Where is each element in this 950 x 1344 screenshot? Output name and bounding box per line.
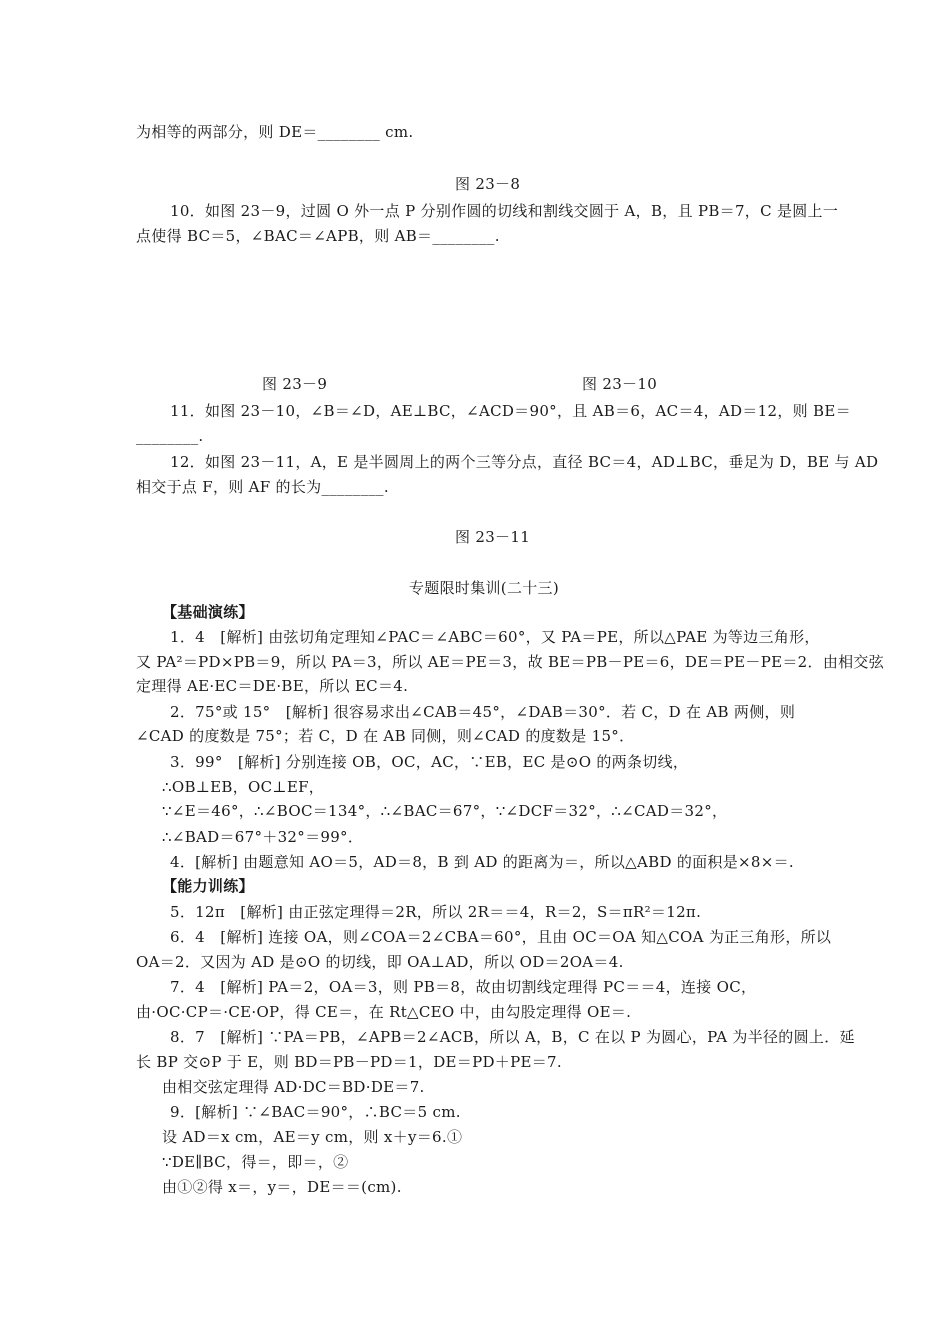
figure-caption-23-9: 图 23－9: [262, 375, 328, 393]
answer-9-line-1: 9．[解析] ∵∠BAC＝90°，∴BC＝5 cm.: [170, 1103, 461, 1121]
answer-6-line-1: 6．4 [解析] 连接 OA，则∠COA＝2∠CBA＝60°，且由 OC＝OA 知△COA 为正三角形，所以: [170, 928, 832, 946]
answer-2-line-2: ∠CAD 的度数是 75°；若 C，D 在 AB 同侧，则∠CAD 的度数是 15°．: [136, 727, 635, 745]
section-heading-basic: 【基础演练】: [162, 603, 254, 621]
answer-3-line-1: 3．99° [解析] 分别连接 OB，OC，AC，∵EB，EC 是⊙O 的两条切线，: [170, 753, 689, 771]
section-title: 专题限时集训(二十三): [409, 579, 560, 597]
question-11-line-2: ________.: [136, 427, 204, 445]
figure-caption-23-8: 图 23－8: [455, 175, 521, 193]
answer-3-line-4: ∴∠BAD＝67°＋32°＝99°．: [162, 828, 364, 846]
answer-1-line-2: 又 PA²＝PD×PB＝9，所以 PA＝3，所以 AE＝PE＝3，故 BE＝PB－PE＝6，DE＝PE－PE＝2．由相交弦: [136, 653, 885, 671]
answer-5: 5．12π [解析] 由正弦定理得＝2R，所以 2R＝＝4，R＝2，S＝πR²＝12π.: [170, 903, 702, 921]
answer-8-line-2: 长 BP 交⊙P 于 E，则 BD＝PB－PD＝1，DE＝PD＋PE＝7.: [136, 1053, 562, 1071]
answer-7-line-1: 7．4 [解析] PA＝2，OA＝3，则 PB＝8，故由切割线定理得 PC＝＝4，连接 OC，: [170, 978, 757, 996]
question-11-line-1: 11．如图 23－10，∠B＝∠D，AE⊥BC，∠ACD＝90°，且 AB＝6，AC＝4，AD＝12，则 BE＝: [170, 402, 851, 420]
q9-continuation: 为相等的两部分，则 DE＝________ cm.: [136, 123, 414, 141]
answer-7-line-2: 由·OC·CP＝·CE·OP，得 CE＝，在 Rt△CEO 中，由勾股定理得 OE＝.: [136, 1003, 632, 1021]
answer-1-line-3: 定理得 AE·EC＝DE·BE，所以 EC＝4.: [136, 677, 409, 695]
figure-caption-23-11: 图 23－11: [455, 528, 531, 546]
section-heading-ability: 【能力训练】: [162, 877, 254, 895]
answer-3-line-3: ∵∠E＝46°，∴∠BOC＝134°，∴∠BAC＝67°，∵∠DCF＝32°，∴∠CAD＝32°，: [162, 802, 728, 820]
answer-8-line-3: 由相交弦定理得 AD·DC＝BD·DE＝7.: [162, 1078, 425, 1096]
answer-9-line-4: 由①②得 x＝，y＝，DE＝＝(cm).: [162, 1178, 402, 1196]
question-10-line-2: 点使得 BC＝5，∠BAC＝∠APB，则 AB＝________.: [136, 227, 500, 245]
answer-3-line-2: ∴OB⊥EB，OC⊥EF，: [162, 778, 325, 796]
answer-1-line-1: 1．4 [解析] 由弦切角定理知∠PAC＝∠ABC＝60°，又 PA＝PE，所以△PAE 为等边三角形，: [170, 628, 820, 646]
figure-caption-23-10: 图 23－10: [582, 375, 658, 393]
question-12-line-1: 12．如图 23－11，A，E 是半圆周上的两个三等分点，直径 BC＝4，AD⊥BC，垂足为 D，BE 与 AD: [170, 453, 879, 471]
answer-9-line-2: 设 AD＝x cm，AE＝y cm，则 x＋y＝6.①: [162, 1128, 463, 1146]
answer-8-line-1: 8．7 [解析] ∵PA＝PB，∠APB＝2∠ACB，所以 A，B，C 在以 P 为圆心，PA 为半径的圆上．延: [170, 1028, 855, 1046]
question-12-line-2: 相交于点 F，则 AF 的长为________.: [136, 478, 389, 496]
answer-9-line-3: ∵DE∥BC，得＝，即＝，②: [162, 1153, 349, 1171]
answer-4: 4．[解析] 由题意知 AO＝5，AD＝8，B 到 AD 的距离为＝，所以△ABD 的面积是×8×＝.: [170, 853, 794, 871]
answer-6-line-2: OA＝2．又因为 AD 是⊙O 的切线，即 OA⊥AD，所以 OD＝2OA＝4.: [136, 953, 624, 971]
question-10-line-1: 10．如图 23－9，过圆 O 外一点 P 分别作圆的切线和割线交圆于 A，B，且 PB＝7，C 是圆上一: [170, 202, 839, 220]
answer-2-line-1: 2．75°或 15° [解析] 很容易求出∠CAB＝45°，∠DAB＝30°．若 C，D 在 AB 两侧，则: [170, 703, 796, 721]
